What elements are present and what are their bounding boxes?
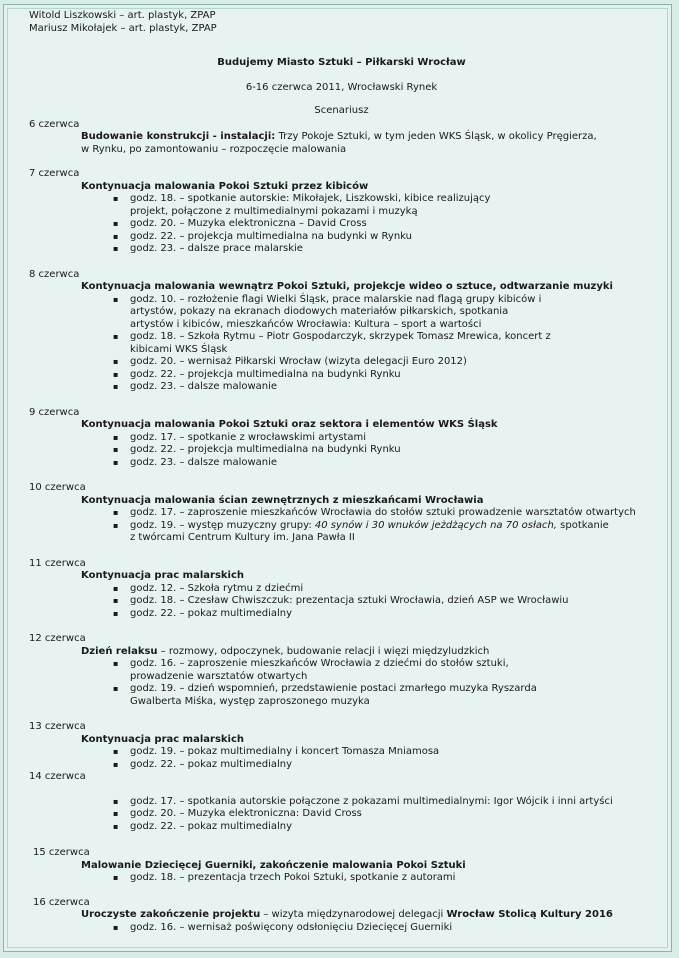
schedule-item: ▪ godz. 18. – Czesław Chwiszczuk: prezentacja sztuki Wrocławia, dzień ASP we Wrocławiu bbox=[29, 595, 654, 608]
section-title: Dzień relaksu bbox=[81, 645, 158, 657]
schedule-list bbox=[29, 922, 654, 935]
schedule-list bbox=[29, 432, 654, 470]
schedule-list bbox=[29, 658, 654, 708]
section-title: Kontynuacja prac malarskich bbox=[81, 570, 245, 581]
schedule-item: ▪ godz. 22. – projekcja multimedialna na budynki w Rynku bbox=[29, 231, 654, 244]
scenario-heading: Scenariusz bbox=[314, 105, 369, 116]
day-section bbox=[29, 570, 654, 583]
schedule-item: ▪ godz. 20. – Muzyka elektroniczna – David Cross bbox=[29, 218, 654, 231]
section-title: Kontynuacja malowania Pokoi Sztuki przez kibiców bbox=[81, 180, 369, 192]
section-title: Budowanie konstrukcji - instalacji: bbox=[81, 131, 276, 142]
item-text: z twórcami Centrum Kultury im. Jana Pawła II bbox=[130, 532, 355, 543]
section-title: Uroczyste zakończenie projektu bbox=[81, 909, 261, 920]
schedule-item: ▪ godz. 18. – prezentacja trzech Pokoi Sztuki, spotkanie z autorami bbox=[29, 872, 654, 885]
event-date-place: 6-16 czerwca 2011, Wrocławski Rynek bbox=[245, 81, 438, 93]
day-date: 9 czerwca bbox=[29, 406, 80, 418]
day-section bbox=[29, 181, 654, 194]
day-block-12 bbox=[29, 633, 654, 708]
day-date: 10 czerwca bbox=[29, 482, 86, 493]
section-description: Trzy Pokoje Sztuki, w tym jeden WKS Śląsk, w okolicy Pręgierza, bbox=[275, 131, 597, 142]
schedule-list bbox=[29, 872, 654, 885]
day-block-14 bbox=[29, 771, 654, 833]
day-block-16 bbox=[29, 897, 654, 935]
schedule-item: ▪ godz. 22. – pokaz multimedialny bbox=[29, 759, 654, 772]
day-section bbox=[29, 734, 654, 747]
day-section bbox=[29, 419, 654, 432]
schedule-item: ▪ godz. 20. – wernisaż Piłkarski Wrocław (wizyta delegacji Euro 2012) bbox=[29, 356, 654, 369]
day-date: 6 czerwca bbox=[29, 118, 80, 130]
day-block-8 bbox=[29, 269, 654, 394]
day-block-7 bbox=[29, 168, 654, 256]
section-title: Kontynuacja prac malarskich bbox=[81, 733, 245, 745]
document-title: Budujemy Miasto Sztuki – Piłkarski Wrocław bbox=[217, 57, 466, 68]
schedule-item: ▪ godz. 10. – rozłożenie flagi Wielki Śląsk, prace malarskie nad flagą grupy kibiców i artystów, pokazy na ekranach diodowych materiałów piłkarskich, spotkania artystów i kibiców, mieszkańców Wrocławia: Kultura – sport a wartości bbox=[29, 294, 553, 332]
day-date: 11 czerwca bbox=[29, 557, 86, 569]
schedule-item: ▪ godz. 23. – dalsze malowanie bbox=[29, 381, 654, 394]
spacer bbox=[29, 784, 654, 796]
section-title: Kontynuacja malowania wewnątrz Pokoi Sztuki, projekcje wideo o sztuce, odtwarzanie muzyki bbox=[81, 281, 613, 292]
day-date: 7 czerwca bbox=[29, 168, 80, 179]
schedule-item: ▪ godz. 16. – wernisaż poświęcony odsłonięciu Dziecięcej Guerniki bbox=[29, 922, 654, 935]
schedule-item: ▪ godz. 23. – dalsze prace malarskie bbox=[29, 243, 654, 256]
schedule-item: ▪ godz. 17. – spotkanie z wrocławskimi artystami bbox=[29, 432, 654, 445]
day-block-10 bbox=[29, 482, 654, 545]
schedule-item: ▪ godz. 12. – Szkoła rytmu z dziećmi bbox=[29, 583, 654, 596]
day-date: 14 czerwca bbox=[29, 771, 86, 782]
schedule-item: ▪ godz. 20. – Muzyka elektroniczna: David Cross bbox=[29, 808, 654, 821]
document-content bbox=[29, 10, 654, 934]
section-highlight: Wrocław Stolicą Kultury 2016 bbox=[446, 909, 613, 920]
day-block-6 bbox=[29, 119, 654, 157]
band-name: 40 synów i 30 wnuków jeżdżących na 70 osłach, bbox=[314, 519, 557, 531]
schedule-item-cont bbox=[29, 532, 654, 545]
schedule-list bbox=[29, 746, 654, 771]
section-description: – rozmowy, odpoczynek, budowanie relacji i więzi międzyludzkich bbox=[157, 645, 490, 657]
day-date: 13 czerwca bbox=[29, 721, 86, 732]
section-description: – wizyta międzynarodowej delegacji bbox=[260, 909, 447, 920]
schedule-list bbox=[29, 294, 654, 394]
day-section bbox=[29, 860, 654, 873]
day-section bbox=[29, 909, 654, 922]
schedule-item: ▪ godz. 22. – pokaz multimedialny bbox=[29, 608, 654, 621]
schedule-item: ▪ godz. 19. – dzień wspomnień, przedstawienie postaci zmarłego muzyka Ryszarda Gwalberta Miśka, występ zaproszonego muzyka bbox=[29, 683, 553, 708]
schedule-list bbox=[29, 507, 654, 545]
author-credit: Mariusz Mikołajek – art. plastyk, ZPAP bbox=[29, 22, 217, 34]
author-credit: Witold Liszkowski – art. plastyk, ZPAP bbox=[29, 10, 216, 21]
day-section bbox=[29, 495, 654, 508]
day-block-15 bbox=[29, 847, 654, 885]
day-section bbox=[29, 131, 654, 156]
section-title: Kontynuacja malowania Pokoi Sztuki oraz sektora i elementów WKS Śląsk bbox=[81, 419, 498, 430]
schedule-item: ▪ godz. 22. – projekcja multimedialna na budynki Rynku bbox=[29, 444, 654, 457]
schedule-item: ▪ godz. 16. – zaproszenie mieszkańców Wrocławia z dziećmi do stołów sztuki, prowadzenie warsztatów otwartych bbox=[29, 658, 553, 683]
schedule-item: ▪ godz. 18. – spotkanie autorskie: Mikołajek, Liszkowski, kibice realizujący projekt, połączone z multimedialnymi pokazami i muzyką bbox=[29, 193, 499, 218]
day-date: 8 czerwca bbox=[29, 268, 80, 280]
schedule-item bbox=[29, 520, 654, 533]
day-block-9 bbox=[29, 407, 654, 470]
item-text: godz. 19. – występ muzyczny grupy: bbox=[130, 519, 315, 531]
day-section bbox=[29, 281, 654, 294]
schedule-item: ▪ godz. 17. – zaproszenie mieszkańców Wrocławia do stołów sztuki prowadzenie warsztatów otwartych bbox=[29, 507, 654, 520]
schedule-item: ▪ godz. 22. – pokaz multimedialny bbox=[29, 821, 654, 834]
schedule-item: ▪ godz. 18. – Szkoła Rytmu – Piotr Gospodarczyk, skrzypek Tomasz Mrewica, koncert z kibicami WKS Śląsk bbox=[29, 331, 553, 356]
day-block-11 bbox=[29, 558, 654, 621]
day-section bbox=[29, 646, 654, 659]
schedule-item: ▪ godz. 23. – dalsze malowanie bbox=[29, 457, 654, 470]
schedule-list bbox=[29, 583, 654, 621]
schedule-item: ▪ godz. 19. – pokaz multimedialny i koncert Tomasza Mniamosa bbox=[29, 746, 654, 759]
schedule-list bbox=[29, 796, 654, 834]
schedule-item: ▪ godz. 17. – spotkania autorskie połączone z pokazami multimedialnymi: Igor Wójcik i inni artyści bbox=[29, 796, 654, 809]
section-title: Kontynuacja malowania ścian zewnętrznych z mieszkańcami Wrocławia bbox=[81, 494, 484, 506]
item-text: spotkanie bbox=[556, 519, 609, 531]
day-date: 16 czerwca bbox=[33, 896, 90, 908]
schedule-item: ▪ godz. 22. – projekcja multimedialna na budynki Rynku bbox=[29, 369, 654, 382]
section-title: Malowanie Dziecięcej Guerniki, zakończenie malowania Pokoi Sztuki bbox=[81, 859, 466, 871]
day-date: 12 czerwca bbox=[29, 633, 86, 644]
section-description-cont: w Rynku, po zamontowaniu – rozpoczęcie malowania bbox=[81, 143, 347, 155]
schedule-list bbox=[29, 193, 654, 256]
day-date: 15 czerwca bbox=[33, 847, 90, 858]
day-block-13 bbox=[29, 721, 654, 771]
